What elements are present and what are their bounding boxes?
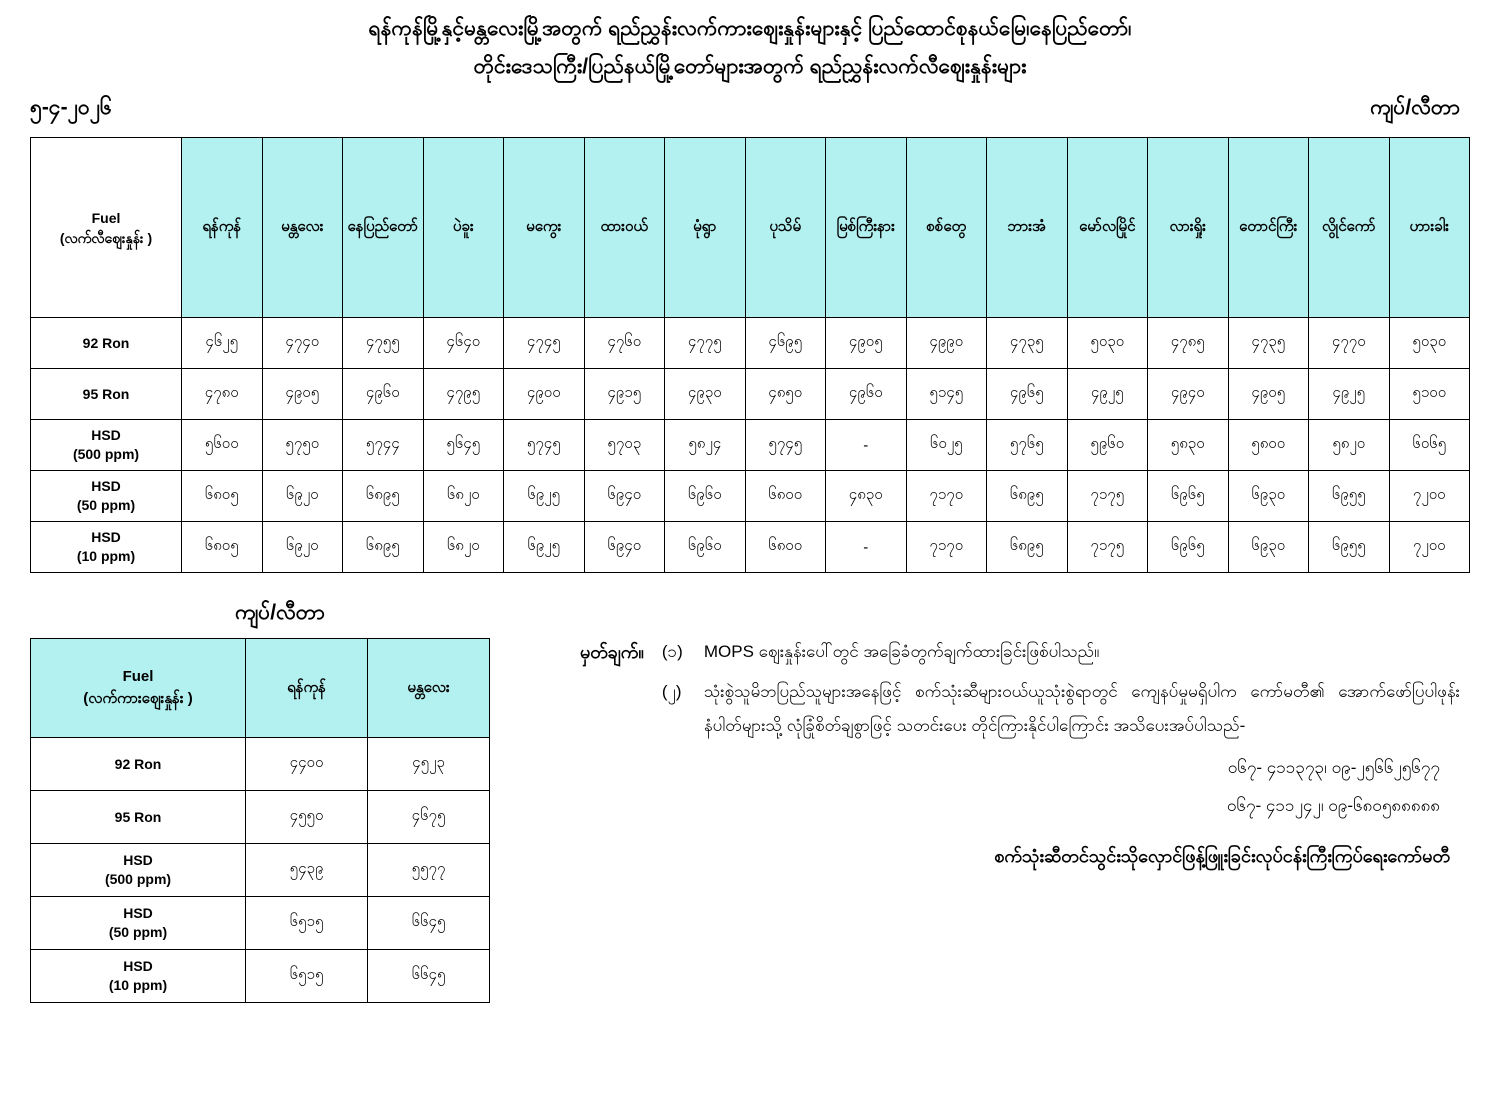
- meta-row: [0, 86, 1500, 125]
- cell: ၅၇၄၄: [343, 420, 424, 471]
- cell: ၅၇၄၅: [504, 420, 585, 471]
- cell: ၄၇၃၅: [987, 318, 1068, 369]
- cell: ၆၈၉၅: [987, 522, 1068, 573]
- column-header-city-8: မြစ်ကြီးနား: [826, 138, 907, 318]
- row-label-hsd-50ppm-wholesale: HSD (50 ppm): [31, 897, 246, 950]
- cell: ၆၆၄၅: [368, 897, 490, 950]
- cell: ၅၁၄၅: [906, 369, 987, 420]
- column-header-city-5: ထားဝယ်: [584, 138, 665, 318]
- cell: ၅၀၃၀: [1067, 318, 1148, 369]
- column-header-mandalay: မန္တလေး: [368, 639, 490, 738]
- cell: ၆၉၂၅: [504, 471, 585, 522]
- cell: ၄၉၀၅: [1228, 369, 1309, 420]
- table-row: [31, 791, 490, 844]
- cell: ၇၁၇၅: [1067, 522, 1148, 573]
- cell: ၄၆၇၅: [368, 791, 490, 844]
- retail-price-table: [30, 137, 1470, 573]
- cell: ၆၈၀၅: [182, 522, 263, 573]
- cell: ၄၉၉၀: [906, 318, 987, 369]
- cell: ၅၉၆၀: [1067, 420, 1148, 471]
- note-item-1: [580, 635, 1460, 669]
- note-number-2: (၂): [661, 682, 682, 701]
- table-row: [31, 369, 1470, 420]
- date-label: ၅-၄-၂၀၂၆: [30, 96, 112, 119]
- row-label-95ron-wholesale: 95 Ron: [31, 791, 246, 844]
- note-text-2: သုံးစွဲသူမိဘပြည်သူများအနေဖြင့် စက်သုံးဆီများဝယ်ယူသုံးစွဲရာတွင် ကျေနပ်မှုမရှိပါက ကော်မတီ၏ အောက်ဖော်ပြပါဖုန်းနံပါတ်များသို့ လုံခြုံစိတ်ချစွာဖြင့် သတင်းပေး တိုင်ကြားနိုင်ပါကြောင်း အသိပေးအပ်ပါသည်-: [703, 682, 1460, 735]
- cell: ၅၀၃၀: [1389, 318, 1470, 369]
- committee-signature: စက်သုံးဆီတင်သွင်းသိုလှောင်ဖြန့်ဖြူးခြင်းလုပ်ငန်းကြီးကြပ်ရေးကော်မတီ: [994, 846, 1450, 866]
- document-header: [0, 0, 1500, 86]
- cell: ၄၇၈၅: [1148, 318, 1229, 369]
- cell: ၄၆၉၅: [745, 318, 826, 369]
- column-header-fuel: [31, 138, 182, 318]
- cell: ၅၇၄၅: [745, 420, 826, 471]
- table-header-row: [31, 138, 1470, 318]
- cell: ၆၆၄၅: [368, 950, 490, 1003]
- cell: ၄၉၀၅: [262, 369, 343, 420]
- cell: ၆၅၁၅: [246, 897, 368, 950]
- cell: ၆၈၉၅: [343, 522, 424, 573]
- cell: -: [826, 522, 907, 573]
- cell: ၄၆၂၅: [182, 318, 263, 369]
- table-row: [31, 738, 490, 791]
- cell: ၄၉၄၀: [1148, 369, 1229, 420]
- row-label-hsd-10ppm-wholesale: HSD (10 ppm): [31, 950, 246, 1003]
- cell: ၄၉၁၅: [584, 369, 665, 420]
- row-label-hsd-10ppm: HSD (10 ppm): [31, 522, 182, 573]
- cell: ၆၈၂၀: [423, 522, 504, 573]
- table-row: [31, 318, 1470, 369]
- row-label-95ron: 95 Ron: [31, 369, 182, 420]
- cell: ၆၈၂၀: [423, 471, 504, 522]
- table-row: [31, 471, 1470, 522]
- column-header-city-10: ဘားအံ: [987, 138, 1068, 318]
- column-header-city-4: မကွေး: [504, 138, 585, 318]
- notes-section: [500, 599, 1500, 1003]
- contact-phone-line-1: ၀၆၇- ၄၁၁၃၇၃၊ ၀၉-၂၅၆၆၂၅၆၇၇: [1227, 758, 1440, 777]
- cell: ၄၉၀၀: [504, 369, 585, 420]
- cell: ၆၈၀၀: [745, 471, 826, 522]
- cell: ၇၂၀၀: [1389, 471, 1470, 522]
- cell: ၄၇၈၀: [182, 369, 263, 420]
- cell: ၆၉၆၅: [1148, 522, 1229, 573]
- contact-phone-line-2: ၀၆၇- ၄၁၁၂၄၂၊ ၀၉-၆၈၀၅၈၈၈၈၈: [1226, 796, 1440, 815]
- cell: ၄၉၂၅: [1067, 369, 1148, 420]
- cell: ၅၈၃၀: [1148, 420, 1229, 471]
- cell: ၄၉၆၀: [826, 369, 907, 420]
- cell: ၅၅၇၇: [368, 844, 490, 897]
- cell: ၅၄၃၉: [246, 844, 368, 897]
- cell: ၇၁၇၅: [1067, 471, 1148, 522]
- cell: ၄၉၂၅: [1309, 369, 1390, 420]
- fuel-header-line1: Fuel: [91, 209, 121, 226]
- cell: ၄၉၀၅: [826, 318, 907, 369]
- cell: ၆၉၆၀: [665, 522, 746, 573]
- note-number-1: (၁): [661, 642, 683, 661]
- cell: ၆၉၂၀: [262, 471, 343, 522]
- cell: ၅၁၀၀: [1389, 369, 1470, 420]
- cell: ၄၆၄၀: [423, 318, 504, 369]
- cell: ၅၈၂၀: [1309, 420, 1390, 471]
- table-row: [31, 420, 1470, 471]
- notes-label: မှတ်ချက်။: [580, 642, 644, 662]
- cell: ၄၉၆၅: [987, 369, 1068, 420]
- cell: ၆၈၉၅: [987, 471, 1068, 522]
- wholesale-unit-label: ကျပ်/လီတာ: [235, 601, 325, 624]
- cell: ၅၇၀၃: [584, 420, 665, 471]
- table-row: [31, 522, 1470, 573]
- cell: ၄၇၄၀: [262, 318, 343, 369]
- column-header-city-2: နေပြည်တော်: [343, 138, 424, 318]
- cell: ၆၈၀၅: [182, 471, 263, 522]
- cell: ၇၁၇၀: [906, 522, 987, 573]
- column-header-city-7: ပုသိမ်: [745, 138, 826, 318]
- cell: ၆၉၆၀: [665, 471, 746, 522]
- cell: ၆၀၆၅: [1389, 420, 1470, 471]
- cell: -: [826, 420, 907, 471]
- cell: ၄၇၆၀: [584, 318, 665, 369]
- cell: ၅၇၆၅: [987, 420, 1068, 471]
- cell: ၄၇၃၅: [1228, 318, 1309, 369]
- column-header-city-3: ပဲခူး: [423, 138, 504, 318]
- cell: ၅၆၀၀: [182, 420, 263, 471]
- cell: ၄၇၉၅: [423, 369, 504, 420]
- table-row: [31, 950, 490, 1003]
- unit-label: ကျပ်/လီတာ: [1370, 96, 1460, 119]
- cell: ၄၇၅၅: [343, 318, 424, 369]
- cell: ၅၇၅၀: [262, 420, 343, 471]
- cell: ၆၉၂၀: [262, 522, 343, 573]
- fuel-header-line2: (လက်လီဈေးနှုန်း ): [59, 229, 153, 246]
- cell: ၇၂၀၀: [1389, 522, 1470, 573]
- cell: ၄၇၇၅: [665, 318, 746, 369]
- wholesale-price-table: [30, 638, 490, 1003]
- column-header-city-6: မုံရွာ: [665, 138, 746, 318]
- cell: ၄၈၃၀: [826, 471, 907, 522]
- cell: ၄၈၅၀: [745, 369, 826, 420]
- cell: ၆၉၆၅: [1148, 471, 1229, 522]
- column-header-city-1: မန္တလေး: [262, 138, 343, 318]
- row-label-hsd-500ppm: HSD (500 ppm): [31, 420, 182, 471]
- column-header-city-14: လွိုင်ကော်: [1309, 138, 1390, 318]
- row-label-92ron: 92 Ron: [31, 318, 182, 369]
- column-header-fuel-wholesale: Fuel (လက်ကားဈေးနှုန်း ): [31, 639, 246, 738]
- cell: ၆၉၂၅: [504, 522, 585, 573]
- cell: ၄၉၃၀: [665, 369, 746, 420]
- title-line-2: တိုင်းဒေသကြီး/ပြည်နယ်မြို့တော်များအတွက် ရည်ညွှန်းလက်လီဈေးနှုန်းများ: [473, 55, 1027, 78]
- cell: ၄၅၂၃: [368, 738, 490, 791]
- row-label-92ron-wholesale: 92 Ron: [31, 738, 246, 791]
- table-row: [31, 897, 490, 950]
- cell: ၆၅၁၅: [246, 950, 368, 1003]
- column-header-city-15: ဟားခါး: [1389, 138, 1470, 318]
- cell: ၅၆၄၅: [423, 420, 504, 471]
- note-text-1: MOPS ဈေးနှုန်းပေါ်တွင် အခြေခံတွက်ချက်ထားခြင်းဖြစ်ပါသည်။: [703, 642, 1100, 661]
- column-header-city-9: စစ်တွေ: [906, 138, 987, 318]
- cell: ၆၉၄၀: [584, 471, 665, 522]
- cell: ၆၉၅၅: [1309, 471, 1390, 522]
- note-item-2: [580, 675, 1460, 743]
- cell: ၆၉၃၀: [1228, 522, 1309, 573]
- cell: ၆၀၂၅: [906, 420, 987, 471]
- table-row: [31, 844, 490, 897]
- column-header-city-0: ရန်ကုန်: [182, 138, 263, 318]
- cell: ၇၁၇၀: [906, 471, 987, 522]
- row-label-hsd-500ppm-wholesale: HSD (500 ppm): [31, 844, 246, 897]
- column-header-city-13: တောင်ကြီး: [1228, 138, 1309, 318]
- column-header-city-12: လားရှိုး: [1148, 138, 1229, 318]
- cell: ၆၈၉၅: [343, 471, 424, 522]
- wholesale-section: [30, 599, 500, 1003]
- cell: ၄၉၆၀: [343, 369, 424, 420]
- cell: ၄၇၇၀: [1309, 318, 1390, 369]
- cell: ၆၉၅၅: [1309, 522, 1390, 573]
- table-header-row: [31, 639, 490, 738]
- title-line-1: ရန်ကုန်မြို့နှင့်မန္တလေးမြို့အတွက် ရည်ညွှန်းလက်ကားဈေးနှုန်းများနှင့် ပြည်ထောင်စုနယ်မြေ၊နေပြည်တော်၊: [368, 17, 1132, 40]
- cell: ၆၉၄၀: [584, 522, 665, 573]
- cell: ၄၅၅၀: [246, 791, 368, 844]
- column-header-city-11: မော်လမြိုင်: [1067, 138, 1148, 318]
- column-header-yangon: ရန်ကုန်: [246, 639, 368, 738]
- cell: ၆၈၀၀: [745, 522, 826, 573]
- row-label-hsd-50ppm: HSD (50 ppm): [31, 471, 182, 522]
- cell: ၆၉၃၀: [1228, 471, 1309, 522]
- cell: ၄၄၀၀: [246, 738, 368, 791]
- lower-section: [0, 599, 1500, 1003]
- cell: ၅၈၂၄: [665, 420, 746, 471]
- cell: ၅၈၀၀: [1228, 420, 1309, 471]
- cell: ၄၇၄၅: [504, 318, 585, 369]
